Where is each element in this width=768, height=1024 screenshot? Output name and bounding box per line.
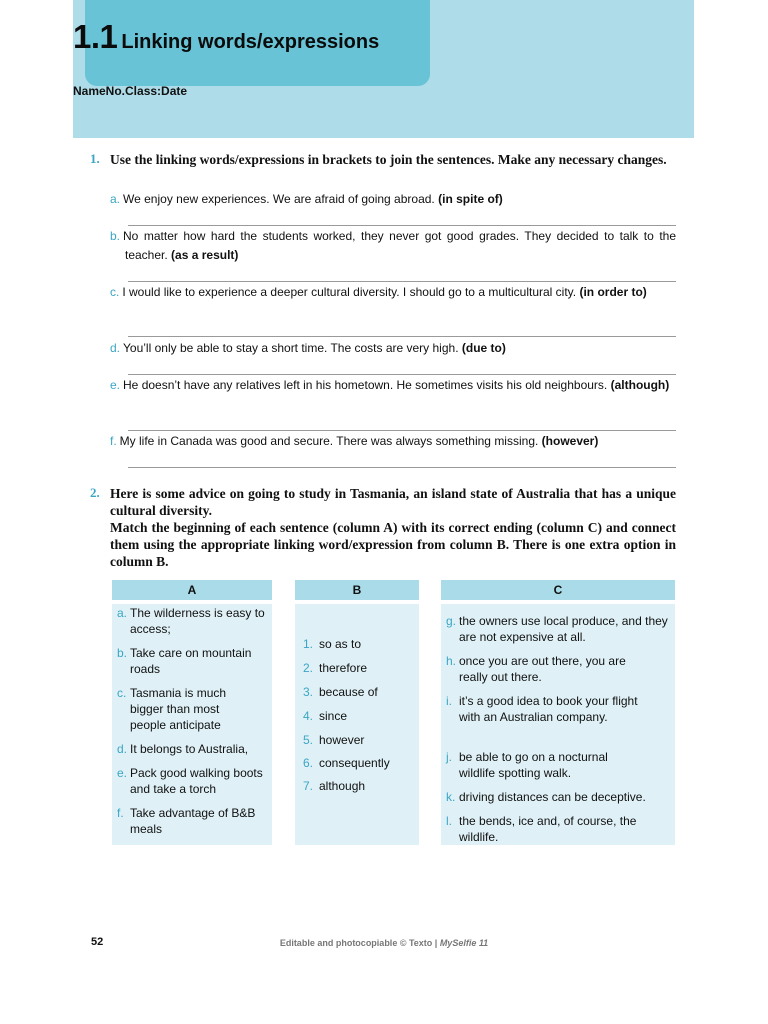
question-number: 2.	[90, 485, 100, 500]
column-b-item: 2. therefore	[303, 661, 368, 675]
exercise-item-a	[110, 190, 676, 209]
exercise-item-f	[110, 432, 676, 451]
item-letter: e.	[110, 378, 121, 392]
column-c	[441, 604, 675, 845]
answer-line-c[interactable]	[128, 336, 676, 337]
column-b-item: 6. consequently	[303, 756, 390, 770]
item-hint: (in order to)	[579, 285, 647, 299]
item-letter: a.	[110, 192, 121, 206]
item-hint: (as a result)	[171, 248, 239, 262]
unit-number: 1.1	[73, 18, 118, 55]
exercise-item-b	[110, 227, 676, 265]
question-2	[90, 485, 676, 570]
item-letter: b.	[110, 229, 121, 243]
column-c-item: i. it’s a good idea to book your flight with an Australian company.	[446, 694, 638, 724]
unit-title: Linking words/expressions	[121, 31, 380, 53]
column-a-header: A	[112, 580, 272, 600]
page-title	[73, 18, 379, 56]
column-a	[112, 604, 272, 845]
item-letter: f.	[110, 434, 117, 448]
answer-line-e[interactable]	[128, 430, 676, 431]
exercise-item-c	[110, 283, 676, 302]
question-1	[90, 151, 676, 168]
question-number: 1.	[90, 151, 100, 166]
column-b	[295, 604, 419, 845]
column-b-item: 3. because of	[303, 685, 378, 699]
page-number: 52	[91, 936, 104, 948]
exercise-item-d	[110, 339, 676, 358]
item-hint: (in spite of)	[438, 192, 503, 206]
item-text: No matter how hard the students worked, they never got good grades. They decided to talk to the teacher.	[123, 229, 676, 262]
column-b-header: B	[295, 580, 419, 600]
item-letter: d.	[110, 341, 121, 355]
column-a-item: c. Tasmania is much bigger than most people anticipate	[117, 686, 227, 732]
question-instruction-2: Match the beginning of each sentence (column A) with its correct ending (column C) and connect them using the appropriate linking word/expression from column B. There is one extra option in column B.	[110, 520, 676, 569]
item-letter: c.	[110, 285, 120, 299]
item-text: You’ll only be able to stay a short time. The costs are very high.	[123, 341, 459, 355]
footer-credit: Editable and photocopiable © Texto | MySelfie 11	[279, 938, 489, 948]
column-c-item: h. once you are out there, you are really out there.	[446, 654, 626, 684]
item-text: I would like to experience a deeper cultural diversity. I should go to a multicultural city.	[122, 285, 577, 299]
item-text: We enjoy new experiences. We are afraid of going abroad.	[123, 192, 435, 206]
answer-line-d[interactable]	[128, 374, 676, 375]
column-b-item: 1. so as to	[303, 637, 362, 651]
column-a-item: b. Take care on mountain roads	[117, 646, 252, 676]
exercise-item-e	[110, 376, 676, 395]
column-a-item: a. The wilderness is easy to access;	[117, 606, 265, 636]
column-a-item: d. It belongs to Australia,	[117, 742, 249, 756]
question-instruction-1: Here is some advice on going to study in Tasmania, an island state of Australia that has a unique cultural diversity.	[110, 486, 676, 518]
column-a-item: f. Take advantage of B&B meals	[117, 806, 256, 836]
item-hint: (however)	[541, 434, 599, 448]
answer-line-b[interactable]	[128, 281, 676, 282]
column-c-header: C	[441, 580, 675, 600]
answer-line-a[interactable]	[128, 225, 676, 226]
name-class-date-line: NameNo.Class:Date	[73, 84, 188, 98]
item-text: My life in Canada was good and secure. There was always something missing.	[119, 434, 539, 448]
column-c-item: l. the bends, ice and, of course, the wildlife.	[446, 814, 637, 844]
column-b-item: 7. although	[303, 779, 366, 793]
item-text: He doesn’t have any relatives left in his hometown. He sometimes visits his old neighbours.	[123, 378, 608, 392]
column-c-item: g. the owners use local produce, and they are not expensive at all.	[446, 614, 668, 644]
column-b-item: 5. however	[303, 733, 365, 747]
item-hint: (although)	[610, 378, 670, 392]
column-b-item: 4. since	[303, 709, 348, 723]
answer-line-f[interactable]	[128, 467, 676, 468]
column-c-item: k. driving distances can be deceptive.	[446, 790, 646, 804]
column-c-item: j. be able to go on a nocturnal wildlife spotting walk.	[446, 750, 608, 780]
question-instruction: Use the linking words/expressions in brackets to join the sentences. Make any necessary changes.	[110, 152, 667, 167]
column-a-item: e. Pack good walking boots and take a torch	[117, 766, 263, 796]
item-hint: (due to)	[461, 341, 506, 355]
